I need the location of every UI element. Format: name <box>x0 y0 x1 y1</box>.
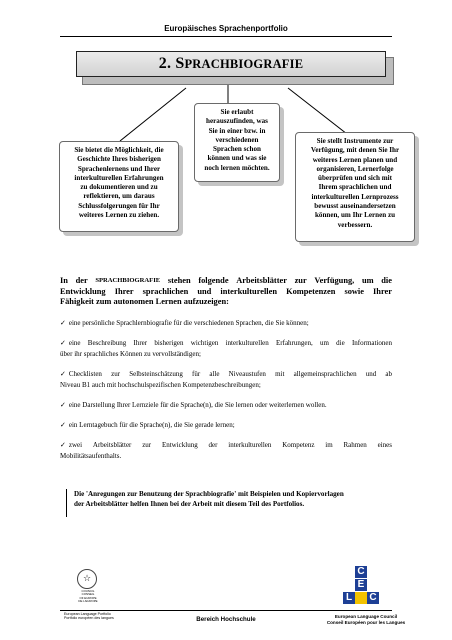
word: Arbeitsblätter <box>236 276 287 285</box>
list-item-line: Niveau B1 auch mit hochschulspezifischen Kompetenzbeschreibungen; <box>60 380 261 389</box>
word: interkulturellen <box>225 339 269 347</box>
box-middle-line: können und was sie <box>207 154 267 163</box>
section-title <box>76 51 386 77</box>
pencil-check-icon: ✓ <box>60 319 66 327</box>
word: Niveaustufen <box>228 370 266 378</box>
list-item <box>60 369 392 390</box>
word: zur <box>142 441 152 449</box>
celc-letter: C <box>367 592 379 604</box>
box-right-line: Sie stellt Instrumente zur <box>316 137 394 145</box>
intro-line-2 <box>60 287 392 298</box>
word: Rahmen <box>343 441 367 449</box>
word: die <box>381 276 392 285</box>
footer-rule <box>60 610 392 611</box>
list-item-line: Mobilitätsaufenthalts. <box>60 451 122 460</box>
word: stehen <box>167 276 191 285</box>
word: Entwicklung <box>161 441 198 449</box>
word: eines <box>377 441 392 449</box>
intro-line-3: Fähigkeit zum autonomen Lernen aufzuzeigen: <box>60 297 229 307</box>
word: Selbsteinschätzung <box>129 370 183 378</box>
box-middle-line: Sprachen schon <box>213 145 261 154</box>
elp-caption-line: Portfolio européen des langues <box>64 616 114 621</box>
pencil-check-icon: ✓ <box>60 441 66 449</box>
celc-letter: E <box>355 579 367 591</box>
list-item <box>60 338 392 359</box>
box-middle-line: noch lernen möchten. <box>204 163 270 172</box>
word: eine <box>68 339 81 347</box>
box-right-line: weiteres Lernen planen und <box>312 155 398 164</box>
list-item-line <box>60 338 392 349</box>
council-of-europe-logo <box>64 569 112 605</box>
word: sowie <box>344 286 364 296</box>
word: um <box>361 276 374 285</box>
box-right-line: verbessern. <box>337 220 373 229</box>
word: der <box>75 276 88 285</box>
coe-logo-word: CONSEIL <box>81 592 95 597</box>
word: In <box>60 276 68 285</box>
footer-center-label: Bereich Hochschule <box>196 616 256 623</box>
section-title-rest: PRACHBIOGRAFIE <box>184 56 304 71</box>
pencil-check-icon: ✓ <box>60 421 66 429</box>
word: für <box>192 370 201 378</box>
coe-logo-word: DE L'EUROPE <box>78 598 98 603</box>
coe-logo-word: COUNCIL <box>81 589 95 593</box>
celc-letter: C <box>355 566 367 578</box>
box-left-line: Geschichte Ihres bisherigen <box>77 155 161 164</box>
word: Checklisten <box>68 370 102 378</box>
box-left <box>59 141 179 232</box>
section-title-number: 2. S <box>158 55 185 72</box>
word: und <box>197 286 212 296</box>
word: wichtigen <box>190 339 219 347</box>
word: der <box>208 441 218 449</box>
list-item <box>60 440 392 461</box>
note-line: Die 'Anregungen zur Benutzung der Sprachbiografie' mit Beispielen und Kopiervorlagen <box>74 490 344 498</box>
box-middle-line: Sie in einer bzw. in <box>208 126 266 135</box>
box-right-line: interkulturellen Lernprozess <box>311 192 399 201</box>
box-right-line: Verfügung, mit denen Sie Ihr <box>310 146 400 155</box>
box-left-line: Sprachenlernens und Ihrer <box>77 164 161 173</box>
page-header: Europäisches Sprachenportfolio <box>164 24 288 33</box>
celc-yellow-square <box>355 592 367 604</box>
box-right-line: bewusst auseinandersetzen <box>314 202 396 211</box>
intro-paragraph <box>60 276 392 308</box>
box-left-line: zu dokumentieren und zu <box>80 183 158 192</box>
word: allgemeinsprachlichen <box>293 370 357 378</box>
pencil-check-icon: ✓ <box>60 401 66 409</box>
box-left-line: reflektieren, um daraus <box>83 192 155 201</box>
box-middle-line: verschiedenen <box>215 135 259 144</box>
word: sprachlichen <box>142 286 189 296</box>
celc-caption-line: Conseil Européen pour les Langues <box>326 619 406 625</box>
word: zur <box>111 370 121 378</box>
word: alle <box>209 370 220 378</box>
word: um <box>319 339 329 347</box>
pencil-check-icon: ✓ <box>60 339 66 347</box>
word: die <box>336 339 345 347</box>
list-item-line <box>60 440 392 451</box>
note-line: der Arbeitsblätter helfen Ihnen bei der Arbeit mit diesem Teil des Portfolios. <box>74 500 305 508</box>
celc-caption-line: European Language Council <box>334 614 398 619</box>
box-left-line: weiteres Lernen zu ziehen. <box>78 211 160 220</box>
box-right-line: überprüfen und sich mit <box>318 174 392 183</box>
word: folgende <box>198 276 229 285</box>
coe-logo-word: OF EUROPE <box>79 595 97 600</box>
celc-logo <box>341 566 381 610</box>
word: Arbeitsblätter <box>92 441 132 449</box>
box-left-line: Sie bietet die Möglichkeit, die <box>74 146 164 154</box>
word: Ihrer <box>133 339 148 347</box>
word: und <box>365 370 377 378</box>
box-left-line: interkulturellen Erfahrungen <box>74 173 164 182</box>
intro-line-1 <box>60 276 392 287</box>
word: Verfügung, <box>314 276 355 285</box>
box-right <box>295 132 415 242</box>
word: Kompetenz <box>282 441 315 449</box>
word: Entwicklung <box>60 286 106 296</box>
word: interkulturellen <box>220 286 277 296</box>
coe-logo-text <box>64 590 112 603</box>
box-middle <box>194 103 280 182</box>
list-item-text: ein Lerntagebuch für die Sprache(n), die Sie gerade lernen; <box>68 421 235 429</box>
word: Informationen <box>351 339 392 347</box>
word: Beschreibung <box>87 339 127 347</box>
list-item-line <box>60 369 392 380</box>
celc-letter: L <box>343 592 355 604</box>
word: interkulturellen <box>228 441 272 449</box>
word: mit <box>275 370 285 378</box>
box-left-line: Schlussfolgerungen für Ihr <box>78 201 160 210</box>
pencil-check-icon: ✓ <box>60 370 66 378</box>
list-item <box>60 318 392 329</box>
list-item <box>60 420 392 431</box>
word: ab <box>385 370 392 378</box>
celc-caption <box>326 614 406 625</box>
word: Ihrer <box>373 286 392 296</box>
word: zwei <box>68 441 83 449</box>
list-item <box>60 400 392 411</box>
term-sprachbiografie: SPRACHBIOGRAFIE <box>95 277 161 284</box>
word: Kompetenzen <box>286 286 336 296</box>
elp-caption-line: European Language Portfolio <box>64 612 111 616</box>
word: zur <box>294 276 307 285</box>
box-middle-line: herauszufinden, was <box>206 117 268 126</box>
box-middle-line: Sie erlaubt <box>220 108 254 116</box>
word: Ihrer <box>114 286 134 296</box>
stars-circle-icon: ☆ <box>77 569 97 589</box>
list-item-text: eine persönliche Sprachlernbiografie für die verschiedenen Sprachen, die Sie können; <box>68 319 309 327</box>
note-box <box>66 489 388 517</box>
box-right-line: Ihrem sprachlichen und <box>318 183 392 192</box>
word: im <box>325 441 333 449</box>
list-item-line: über ihr sprachliches Können zu vervollständigen; <box>60 349 201 358</box>
box-right-line: können, um Ihr Lernen zu <box>314 211 396 220</box>
list-item-text: eine Darstellung Ihrer Lernziele für die Sprache(n), die Sie lernen oder weiterlernen wollen. <box>68 401 327 409</box>
word: bisherigen <box>154 339 184 347</box>
word: Erfahrungen, <box>276 339 313 347</box>
box-right-line: organisieren, Lernerfolge <box>316 164 394 173</box>
